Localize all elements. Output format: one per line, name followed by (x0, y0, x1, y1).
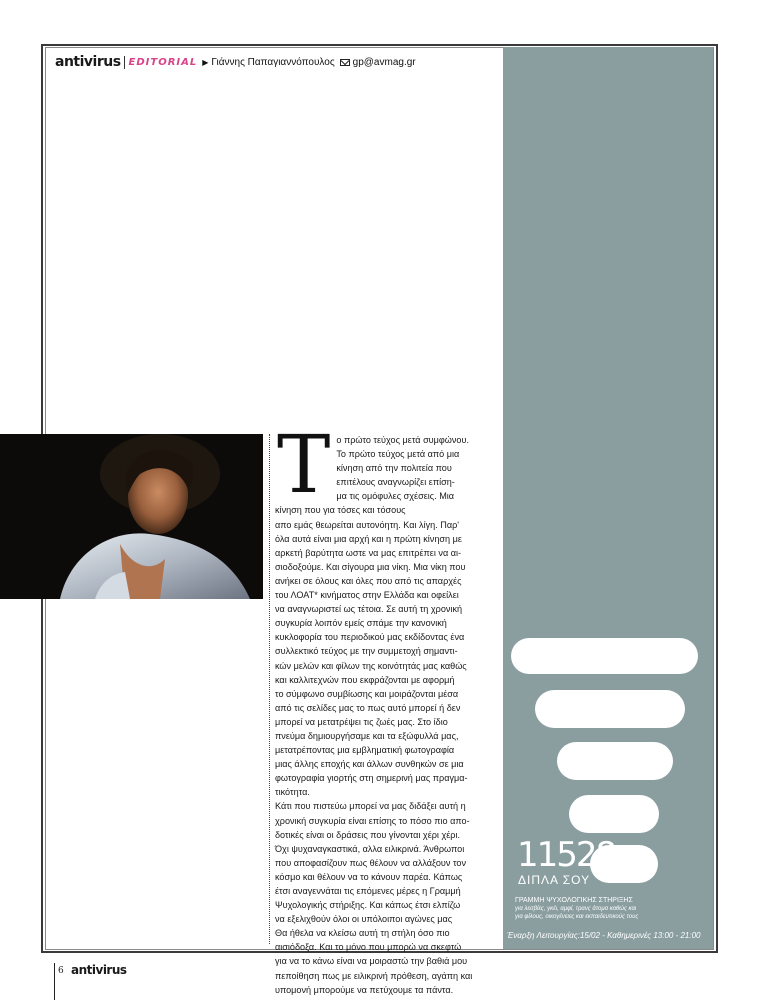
speech-bubble (569, 795, 659, 833)
arrow-right-icon: ▶ (202, 57, 209, 67)
article-line: μα τις ομόφυλες σχέσεις. Μια (336, 491, 455, 502)
article-line: συγκυρία λοιπόν εμείς σπάμε την κανονική (275, 618, 447, 629)
article-line: Κάτι που πιστεύω μπορεί να μας διδάξει αυτή η (275, 801, 466, 812)
article-line: ανήκει σε όλους και όλες που από τις απαρχές (275, 575, 462, 586)
article-line: μιας άλλης εποχής και άλλων συνθηκών σε μια (275, 759, 464, 770)
article-line: μετατρέποντας μια εμβληματική φωτογραφία (275, 745, 455, 756)
speech-bubble (535, 690, 685, 728)
article-line: για να το κάνω είναι να μοιραστώ την βαθιά μου (275, 956, 468, 967)
editorial-article (275, 418, 491, 997)
article-line: Ψυχολογικής στήριξης. Και κάπως έτσι ελπίζω (275, 900, 461, 911)
footer-rule (54, 963, 55, 1000)
article-line: μπορεί να μετατρέψει τις ζωές μας. Στο ίδιο (275, 716, 448, 727)
article-line: να αναγνωριστεί ως τέτοια. Σε αυτή τη χρονική (275, 604, 463, 615)
article-line: και καλλιτεχνών που εκφράζονται με αφορμή (275, 674, 455, 685)
article-line: υπομονή μπορούμε να πετύχουμε τα πάντα. (275, 984, 454, 995)
section-label: EDITORIAL (128, 56, 198, 68)
article-line: χρονική συγκυρία είναι επίσης το πόσο πιο απο- (275, 815, 470, 826)
article-line: επιτέλους αναγνωρίζει επίση- (336, 477, 455, 488)
article-line: κυκλοφορία του περιοδικού μας εκδίδοντας ένα (275, 632, 465, 643)
author-email[interactable]: gp@avmag.gr (352, 56, 416, 68)
speech-bubble (557, 742, 673, 780)
article-line: πεποίθηση πως με ειλικρινή πρόθεση, αγάπη και (275, 970, 473, 981)
envelope-icon (340, 59, 350, 66)
article-line: όλα αυτά είναι μια αρχή και η πρώτη κίνηση με (275, 533, 462, 544)
article-line: κόσμο και θέλουν να το κάνουν παρέα. Κάπως (275, 871, 463, 882)
article-line: από τις σελίδες μας το πως αυτό μπορεί ή δεν (275, 702, 461, 713)
article-line: που αποφασίζουν πως θέλουν να αλλάξουν τον (275, 857, 467, 868)
article-line: έτσι αναγεννάται τις επόμενες μέρες η Γραμμή (275, 886, 461, 896)
article-line: να εξελιχθούν όλοι οι υπόλοιποι αγώνες μας (275, 914, 453, 925)
service-description (515, 905, 705, 921)
description-line: για φίλους, οικογένειες και εκπαιδευτικούς τους (515, 914, 639, 920)
article-line: το σύμφωνο συμβίωσης και μοιράζονται μέσα (275, 688, 459, 699)
article-line: σιοδοξούμε. Και σίγουρα μια νίκη. Μια νίκη που (275, 561, 466, 572)
speech-bubble (511, 638, 698, 674)
column-divider (269, 434, 270, 944)
author-name: Γιάννης Παπαγιαννόπουλος (211, 56, 335, 68)
article-line: κών μελών και φίλων της κοινότητάς μας καθώς (275, 660, 467, 671)
service-name: ΓΡΑΜΜΗ ΨΥΧΟΛΟΓΙΚΗΣ ΣΤΗΡΙΞΗΣ (515, 897, 633, 904)
magazine-logo: antivirus (55, 54, 121, 70)
author-photo (0, 434, 263, 599)
helpline-number: 11528 (517, 835, 616, 875)
article-line: δοτικές είναι οι δράσεις που γίνονται χέρι χέρι. (275, 829, 461, 840)
page-number: 6 (58, 966, 64, 976)
description-line: για λεσβίες, γκέι, αμφί, τρανς άτομα καθώς και (515, 906, 637, 912)
header-separator (124, 56, 125, 69)
article-line: απο εμάς θεωρείται αυτονόητη. Και λίγη. Παρ' (275, 519, 460, 530)
article-line: συλλεκτικό τεύχος με την συμμετοχή σημαντι- (275, 646, 458, 657)
footer-logo: antivirus (71, 963, 127, 977)
article-line: αρκετή βαρύτητα ωστε να μας επιτρέπει να αι- (275, 547, 462, 558)
article-line: φωτογραφία γιορτής στη σημερινή μας πραγμα- (275, 773, 468, 784)
article-line: πνεύμα δημιουργήσαμε και τα εξώφυλλά μας, (275, 730, 459, 741)
service-schedule: Έναρξη Λειτουργίας:15/02 - Καθημερινές 13:00 - 21:00 (507, 931, 701, 940)
article-line: κίνηση από την πολιτεία που (336, 463, 452, 474)
article-line: αισιόδοξα. Και το μόνο που μπορώ να σκεφτώ (275, 942, 462, 953)
article-line: Το πρώτο τεύχος μετά από μια (336, 449, 460, 460)
article-line: κίνηση που για τόσες και τόσους (275, 505, 406, 516)
article-line: του ΛΟΑΤ* κινήματος στην Ελλάδα και οφείλει (275, 590, 459, 601)
article-body (275, 418, 491, 997)
drop-cap: Τ (277, 418, 331, 511)
article-line: Θα ήθελα να κλείσω αυτή τη στήλη όσο πιο (275, 928, 450, 939)
page-header (55, 54, 416, 70)
article-line: τικότητα. (275, 787, 310, 798)
article-line: ο πρώτο τεύχος μετά συμφώνου. (336, 435, 469, 445)
article-line: Όχι ψυχαναγκαστικά, αλλα ειλικρινά. Άνθρωποι (275, 843, 465, 854)
helpline-subtitle: ΔΙΠΛΑ ΣΟΥ (518, 873, 591, 887)
